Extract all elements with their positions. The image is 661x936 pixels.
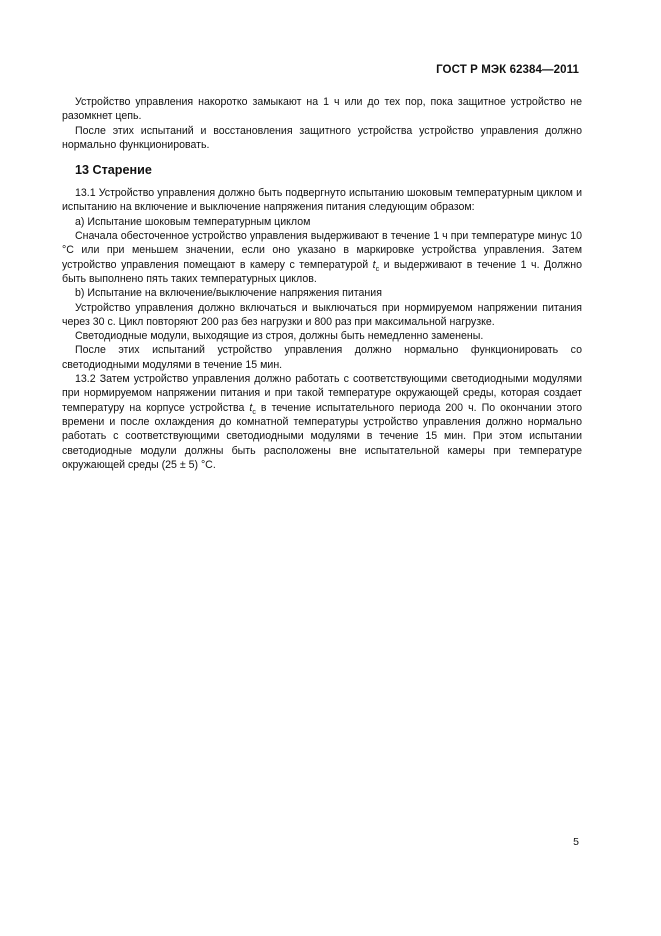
paragraph-switching: Устройство управления должно включаться и выключаться при нормируемом напряжении питания через 30 с. Цикл повторяют 200 раз без нагрузки и 800 раз при максимальной нагрузке. bbox=[62, 301, 582, 328]
paragraph-short-circuit: Устройство управления накоротко замыкают на 1 ч или до тех пор, пока защитное устройство не разомкнет цепь. bbox=[62, 96, 582, 123]
thermal-cycle-text-part1: Сначала обесточенное устройство управления выдерживают в течение 1 ч при температуре минус 10 °С или при меньшем значении, если оно указано в маркировке устройства управления. Затем устройство управления помещают в камеру с температурой bbox=[62, 230, 582, 271]
tc-subscript: c bbox=[375, 265, 380, 273]
document-body bbox=[62, 95, 582, 472]
document-header: ГОСТ Р МЭК 62384—2011 bbox=[436, 64, 579, 76]
paragraph-13-2 bbox=[62, 372, 582, 472]
paragraph-led-replacement: Светодиодные модули, выходящие из строя, должны быть немедленно заменены. bbox=[75, 330, 484, 343]
section-title: 13 Старение bbox=[75, 163, 152, 178]
subsection-b-heading: b) Испытание на включение/выключение напряжения питания bbox=[75, 287, 382, 300]
paragraph-13-1: 13.1 Устройство управления должно быть подвергнуто испытанию шоковым температурным циклом и испытанию на включение и выключение напряжения питания следующим образом: bbox=[62, 187, 582, 214]
paragraph-after-function: После этих испытаний устройство управления должно нормально функционировать со светодиодными модулями в течение 15 мин. bbox=[62, 344, 582, 371]
tc-symbol: t bbox=[372, 258, 376, 271]
page-number: 5 bbox=[573, 836, 579, 848]
paragraph-13-2-part2: в течение испытательного периода 200 ч. По окончании этого времени и после охлаждения до комнатной температуры устройство управления должно нормально работать с соответствующими светодиодными модулями в течение 15 мин. При этом испытании светодиодные модули должны быть расположены вне испытательной камеры при температуре окружающей среды (25 ± 5) °С. bbox=[62, 401, 582, 471]
thermal-cycle-text-part2: и выдерживают в течение 1 ч. Должно быть выполнено пять таких температурных циклов. bbox=[62, 258, 582, 285]
subsection-a-heading: a) Испытание шоковым температурным циклом bbox=[75, 215, 311, 228]
paragraph-thermal-cycle bbox=[62, 229, 582, 286]
tc-symbol-2: t bbox=[249, 401, 253, 414]
tc-subscript-2: c bbox=[252, 408, 256, 416]
paragraph-after-tests: После этих испытаний и восстановления защитного устройства устройство управления должно нормально функционировать. bbox=[62, 124, 582, 151]
paragraph-13-2-part1: 13.2 Затем устройство управления должно работать с соответствующими светодиодными модулями при нормируемом напряжении питания и при такой температуре окружающей среды, которая создает температуру на корпусе устройства bbox=[62, 373, 582, 414]
